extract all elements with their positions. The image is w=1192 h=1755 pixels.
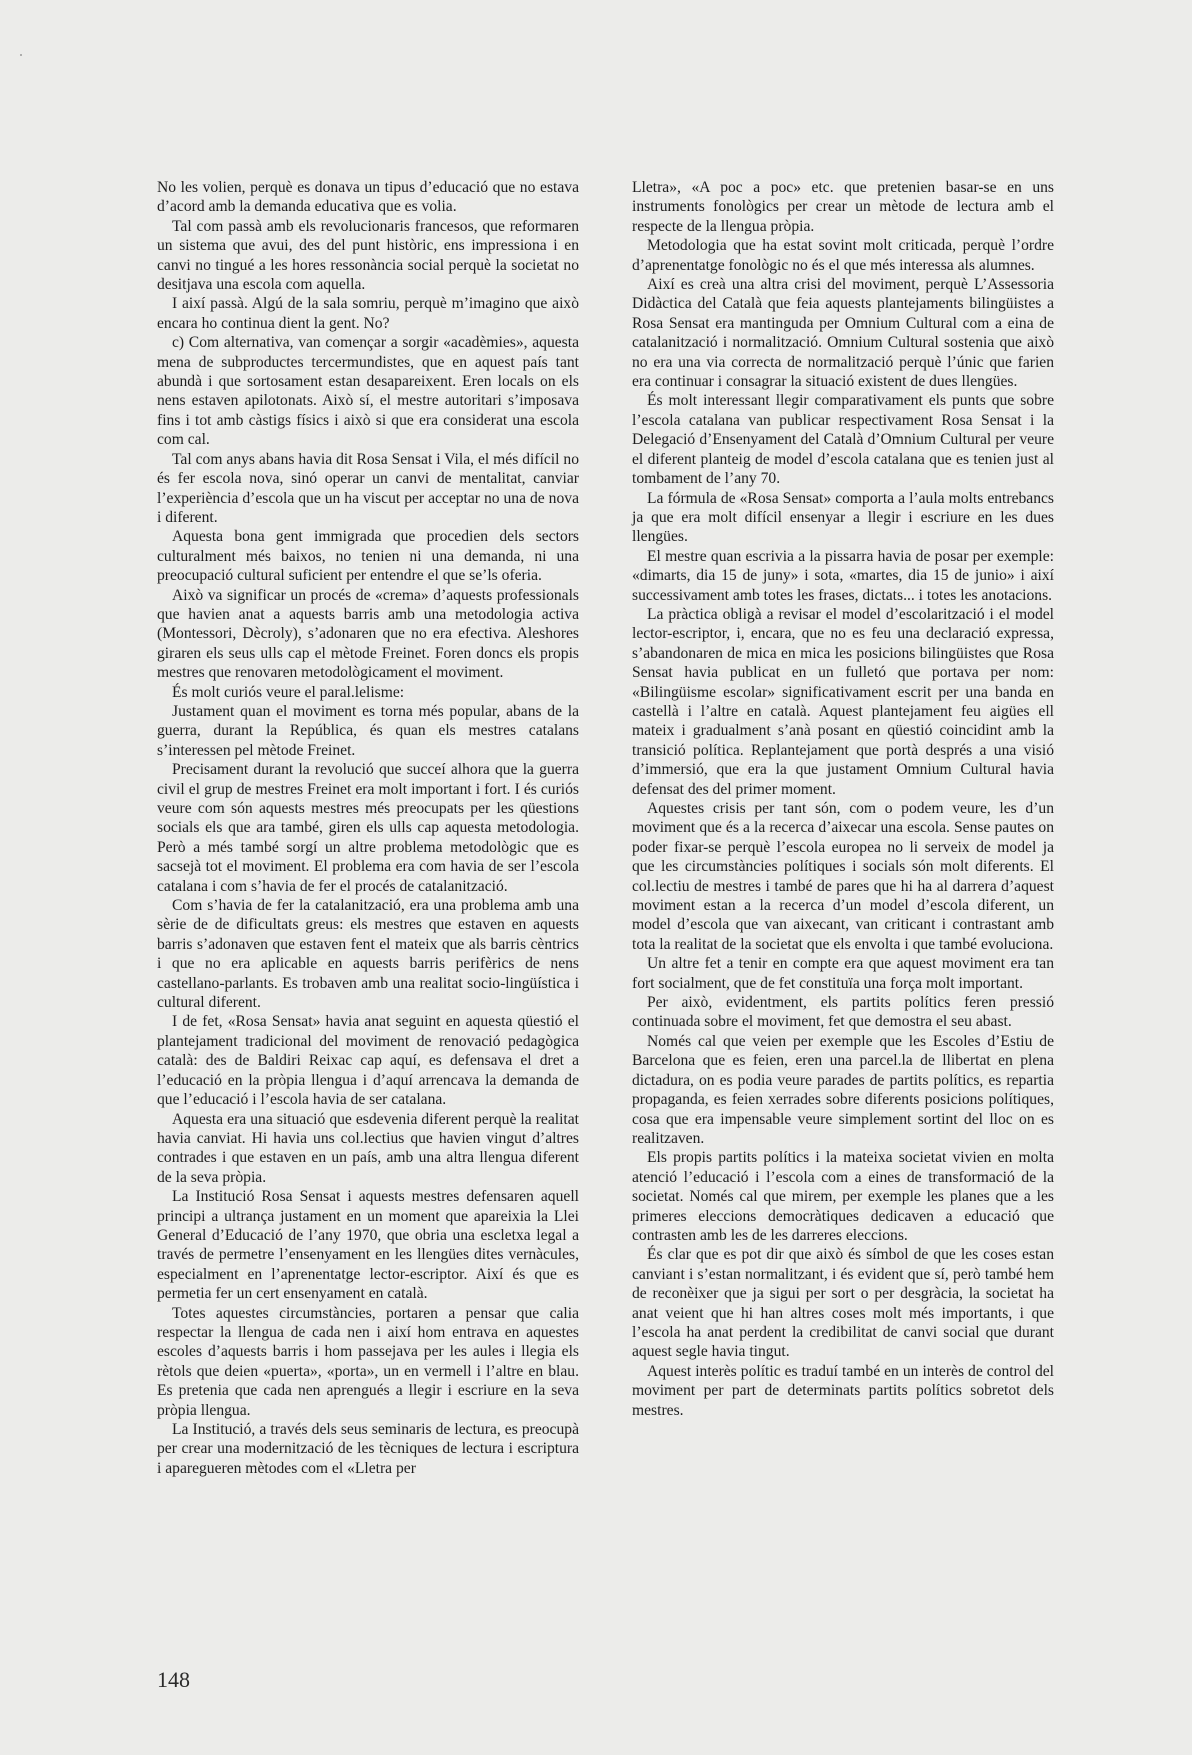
paragraph: Aquesta era una situació que esdevenia diferent perquè la realitat havia canviat. Hi havia uns col.lectius que havien vingut d’altres contrades i que estaven en un país, amb una altra llengua diferent de la seva pròpia. [157,1110,579,1186]
paragraph: Així es creà una altra crisi del moviment, perquè L’Assessoria Didàctica del Català que feia aquests plantejaments bilingüistes a Rosa Sensat era mantinguda per Omnium Cultural com a eina de catalanització i normalització. Omnium Cultural sostenia que això no era una via correcta de normalització perquè l’únic que farien era continuar i consagrar la situació existent de dues llengües. [632,276,1054,391]
paragraph: c) Com alternativa, van començar a sorgir «acadèmies», aquesta mena de subproductes tercermundistes, que en aquest país tant abundà i que sortosament estan desapareixent. Eren locals on els nens estaven apilotonats. Això sí, el mestre autoritari s’imposava fins i tot amb càstigs físics i això si que era considerat una escola com cal. [157,334,579,449]
paragraph: Tal com anys abans havia dit Rosa Sensat i Vila, el més difícil no és fer escola nova, sinó operar un canvi de mentalitat, canviar l’experiència d’escola que un ha viscut per acceptar no una de nova i diferent. [157,450,579,526]
paragraph: Això va significar un procés de «crema» d’aquests professionals que havien anat a aquests barris amb una metodologia activa (Montessori, Dècroly), s’adonaren que no era efectiva. Aleshores giraren els seus ulls cap el mètode Freinet. Foren doncs els propis mestres que renovaren metodològicament el moviment. [157,586,579,682]
right-text-column [632,178,1054,1420]
paragraph: Aquest interès polític es traduí també en un interès de control del moviment per part de determinats partits polítics sobretot dels mestres. [632,1362,1054,1419]
paragraph: Un altre fet a tenir en compte era que aquest moviment era tan fort socialment, que de fet constituïa una força molt important. [632,955,1054,992]
paragraph: Precisament durant la revolució que succeí alhora que la guerra civil el grup de mestres Freinet era molt important i fort. I és curiós veure com són aquests mestres més preocupats per les qüestions socials els que ara també, giren els ulls cap aquesta metodologia. Però a més també sorgí un altre problema metodològic que es sacsejà tot el moviment. El problema era com havia de ser l’escola catalana i com s’havia de fer el procés de catalanització. [157,761,579,895]
paragraph: Només cal que veien per exemple que les Escoles d’Estiu de Barcelona que es feien, eren una parcel.la de llibertat en plena dictadura, on es podia veure parades de partits polítics, es repartia propaganda, es feien xerrades sobre diferents posicions polítiques, cosa que era impensable veure simplement sortint del lloc on es realitzaven. [632,1032,1054,1147]
paragraph: La Institució Rosa Sensat i aquests mestres defensaren aquell principi a ultrança justament en un moment que apareixia la Llei General d’Educació de l’any 1970, que obria una escletxa legal a través de permetre l’ensenyament en les llengües dites vernàcules, especialment en l’aprenentatge lector-escriptor. Així és que es permetia fer un cert ensenyament en català. [157,1188,579,1303]
paragraph: Metodologia que ha estat sovint molt criticada, perquè l’ordre d’aprenentatge fonològic no és el que més interessa als alumnes. [632,237,1054,274]
paragraph: Tal com passà amb els revolucionaris francesos, que reformaren un sistema que avui, des del punt històric, ens impressiona i en canvi no tingué a les hores ressonància social perquè la societat no desitjava una escola com aquella. [157,217,579,294]
paragraph: La pràctica obligà a revisar el model d’escolarització i el model lector-escriptor, i, encara, que no es feu una declaració expressa, s’abandonaren de mica en mica les posicions bilingüistes que Rosa Sensat havia publicat en un fulletó que portava per nom: «Bilingüisme escolar» significativament escrit per una banda en castellà i l’altre en català. Aquest plantejament feu aigües ell mateix i gradualment s’anà posant en qüestió coincidint amb la transició política. Replantejament que portà després a una visió d’immersió, que era la que justament Omnium Cultural havia defensat des del primer moment. [632,605,1054,798]
paragraph: El mestre quan escrivia a la pissarra havia de posar per exemple: «dimarts, dia 15 de juny» i sota, «martes, dia 15 de junio» i així successivament amb totes les frases, dictats... i totes les anotacions. [632,547,1054,604]
paragraph: Per això, evidentment, els partits polítics feren pressió continuada sobre el moviment, fet que demostra el seu abast. [632,994,1054,1031]
paragraph: Lletra», «A poc a poc» etc. que pretenien basar-se en uns instruments fonològics per crear un mètode de lectura amb el respecte de la llengua pròpia. [632,179,1054,235]
paragraph: Justament quan el moviment es torna més popular, abans de la guerra, durant la República, és quan els mestres catalans s’interessen pel mètode Freinet. [157,702,579,759]
paragraph: No les volien, perquè es donava un tipus d’educació que no estava d’acord amb la demanda educativa que es volia. [157,179,579,216]
paragraph: És clar que es pot dir que això és símbol de que les coses estan canviant i s’estan normalitzant, i és evident que sí, però també hem de reconèixer que ja sigui per sort o per desgràcia, la societat ha anat veient que hi han altres coses molt més importants, i que l’escola ha anat perdent la credibilitat de canvi social que durant aquest segle havia tingut. [632,1246,1054,1361]
paragraph: I de fet, «Rosa Sensat» havia anat seguint en aquesta qüestió el plantejament tradicional del moviment de renovació pedagògica català: des de Baldiri Reixac cap aquí, es defensava el dret a l’educació en la pròpia llengua i d’aquí arrencava la demanda de que l’educació i l’escola havia de ser catalana. [157,1013,579,1109]
paragraph: Els propis partits polítics i la mateixa societat vivien en molta atenció l’educació i l’escola com a eines de transformació de la societat. Només cal que mirem, per exemple les planes que a les primeres eleccions democràtiques dedicaven a educació que contrasten amb les de les darreres eleccions. [632,1149,1054,1244]
paragraph: La fórmula de «Rosa Sensat» comporta a l’aula molts entrebancs ja que era molt difícil ensenyar a llegir i escriure en les dues llengües. [632,489,1054,546]
paragraph: Totes aquestes circumstàncies, portaren a pensar que calia respectar la llengua de cada nen i així hom entrava en aquestes escoles d’aquests barris i hom passejava per les aules i llegia els rètols que deien «puerta», «porta», un en vermell i l’altre en blau. Es pretenia que cada nen aprengués a llegir i escriure en la seva pròpia llengua. [157,1304,579,1419]
paragraph: És molt curiós veure el paral.lelisme: [172,683,405,701]
paragraph: És molt interessant llegir comparativament els punts que sobre l’escola catalana van publicar respectivament Rosa Sensat i la Delegació d’Ensenyament del Català d’Omnium Cultural per veure el diferent planteig de model d’escola catalana que es tenien just al tombament de l’any 70. [632,392,1054,488]
left-text-column [157,178,579,1478]
scan-speck [20,54,22,56]
page-number: 148 [157,1667,190,1692]
paragraph: La Institució, a través dels seus seminaris de lectura, es preocupà per crear una modernització de les tècniques de lectura i escriptura i aparegueren mètodes com el «Lletra per [157,1421,579,1477]
paragraph: Aquesta bona gent immigrada que procedien dels sectors culturalment més baixos, no tenien ni una demanda, ni una preocupació cultural suficient per entendre el que se’ls oferia. [157,528,579,585]
paragraph: Aquestes crisis per tant són, com o podem veure, les d’un moviment que és a la recerca d’aixecar una escola. Sense pautes on poder fixar-se perquè l’escola europea no li serveix de model ja que les circumstàncies polítiques i socials són molt diferents. El col.lectiu de mestres i també de pares que hi ha al darrera d’aquest moviment estan a la recerca d’un model d’escola diferent, un model d’escola que van aixecant, van criticant i contrastant amb tota la realitat de la societat que els envolta i que també evoluciona. [632,800,1054,953]
paragraph: Com s’havia de fer la catalanització, era una problema amb una sèrie de de dificultats greus: els mestres que estaven en aquests barris s’adonaven que estaven fent el mateix que als barris cèntrics i que no era aplicable en aquests barris perifèrics de nens castellano-parlants. Es trobaven amb una realitat socio-lingüística i cultural diferent. [157,897,579,1012]
paragraph: I així passà. Algú de la sala somriu, perquè m’imagino que això encara ho continua dient la gent. No? [157,295,579,332]
